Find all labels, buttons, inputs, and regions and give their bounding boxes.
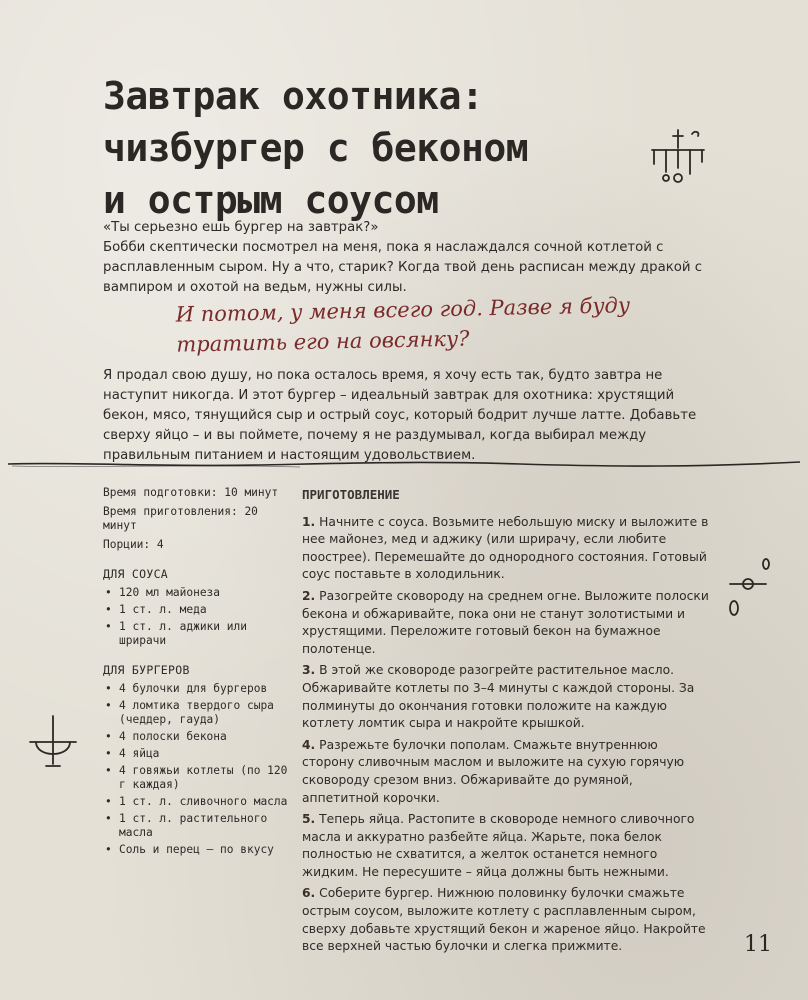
step-6 — [302, 885, 712, 955]
step-number: 4. — [302, 737, 316, 752]
intro-quote: «Ты серьезно ешь бургер на завтрак?» — [103, 220, 379, 235]
step-number: 6. — [302, 886, 316, 901]
intro-text — [103, 218, 703, 298]
step-text: В этой же сковороде разогрейте растительное масло. Обжаривайте котлеты по 3–4 минуты с каждой стороны. За полминуты до окончания готовки положите на каждую котлету ломтик сыра и накройте крышкой. — [302, 663, 695, 731]
intro-paragraph: Бобби скептически посмотрел на меня, пока я наслаждался сочной котлетой с расплавленным сыром. Ну а что, старик? Когда твой день расписан между дракой с вампиром и охотой на ведьм, нужны силы. — [103, 240, 703, 295]
method-section — [302, 486, 712, 960]
method-heading: ПРИГОТОВЛЕНИЕ — [302, 487, 400, 502]
step-number: 5. — [302, 812, 316, 827]
list-item: • 1 ст. л. меда — [103, 603, 293, 617]
story-paragraph: Я продал свою душу, но пока осталось время, я хочу есть так, будто завтра не наступит никогда. И этот бургер – идеальный завтрак для охотника: хрустящий бекон, мясо, тянущийся сыр и острый соус, который бодрит лучше латте. Добавьте сверху яйцо – и вы поймете, почему я не раздумывал, когда выбирал между правильным питанием и настоящим удовольствием. — [103, 368, 697, 463]
recipe-title: Завтрак охотника: чизбургер с беконом и острым соусом — [103, 74, 529, 222]
list-item: • 1 ст. л. аджики или шрирачи — [103, 620, 293, 648]
servings: Порции: 4 — [103, 538, 164, 551]
step-text: Разрежьте булочки пополам. Смажьте внутреннюю сторону сливочным маслом и выложите на сухую горячую сковороду срезом вниз. Обжаривайте до румяной, аппетитной корочки. — [302, 737, 685, 805]
sauce-list — [103, 586, 293, 648]
step-number: 2. — [302, 588, 316, 603]
ingredients-sidebar — [103, 486, 293, 860]
step-text: Разогрейте сковороду на среднем огне. Выложите полоски бекона и обжаривайте, пока они не станут золотистыми и хрустящими. Переложите готовый бекон на бумажное полотенце. — [302, 588, 709, 656]
step-4 — [302, 737, 712, 807]
step-text: Соберите бургер. Нижнюю половинку булочки смажьте острым соусом, выложите котлету с расплавленным сыром, сверху добавьте хрустящий бекон и жареное яйцо. Накройте все верхней частью булочки и слегка прижмите. — [302, 886, 706, 954]
handwritten-note: И потом, у меня всего год. Разве я буду тратить его на овсянку? — [175, 293, 631, 357]
list-item: • 4 ломтика твердого сыра (чеддер, гауда) — [103, 699, 293, 727]
burgers-heading: ДЛЯ БУРГЕРОВ — [103, 663, 190, 677]
step-1 — [302, 514, 712, 584]
step-number: 3. — [302, 663, 316, 678]
step-3 — [302, 662, 712, 732]
sauce-heading: ДЛЯ СОУСА — [103, 567, 169, 581]
list-item: • 1 ст. л. сливочного масла — [103, 795, 293, 809]
list-item: • 4 полоски бекона — [103, 730, 293, 744]
anchor-symbol-icon — [26, 712, 80, 770]
step-5 — [302, 811, 712, 881]
list-item: • 4 яйца — [103, 747, 293, 761]
burgers-list — [103, 682, 293, 857]
cook-time: Время приготовления: 20 минут — [103, 505, 258, 532]
step-text: Теперь яйца. Растопите в сковороде немного сливочного масла и аккуратно разбейте яйца. Жарьте, пока белок полностью не схватится, а желток останется немного жидким. Не пересушите – яйца должны быть нежными. — [302, 812, 695, 879]
sigil-symbol-icon — [722, 556, 782, 622]
list-item: • 120 мл майонеза — [103, 586, 293, 600]
step-2 — [302, 588, 712, 658]
prep-time: Время подготовки: 10 минут — [103, 486, 279, 499]
step-text: Начните с соуса. Возьмите небольшую миску и выложите в нее майонез, мед и аджику (или шрирачу, если любите поострее). Перемешайте до однородного состояния. Готовый соус поставьте в холодильник. — [302, 514, 709, 582]
list-item: • 4 булочки для бургеров — [103, 682, 293, 696]
step-number: 1. — [302, 514, 316, 529]
section-divider — [0, 452, 808, 480]
page-number: 11 — [744, 932, 772, 957]
list-item: • Соль и перец — по вкусу — [103, 843, 293, 857]
occult-symbol-icon — [640, 128, 710, 190]
list-item: • 4 говяжьи котлеты (по 120 г каждая) — [103, 764, 293, 792]
list-item: • 1 ст. л. растительного масла — [103, 812, 293, 840]
